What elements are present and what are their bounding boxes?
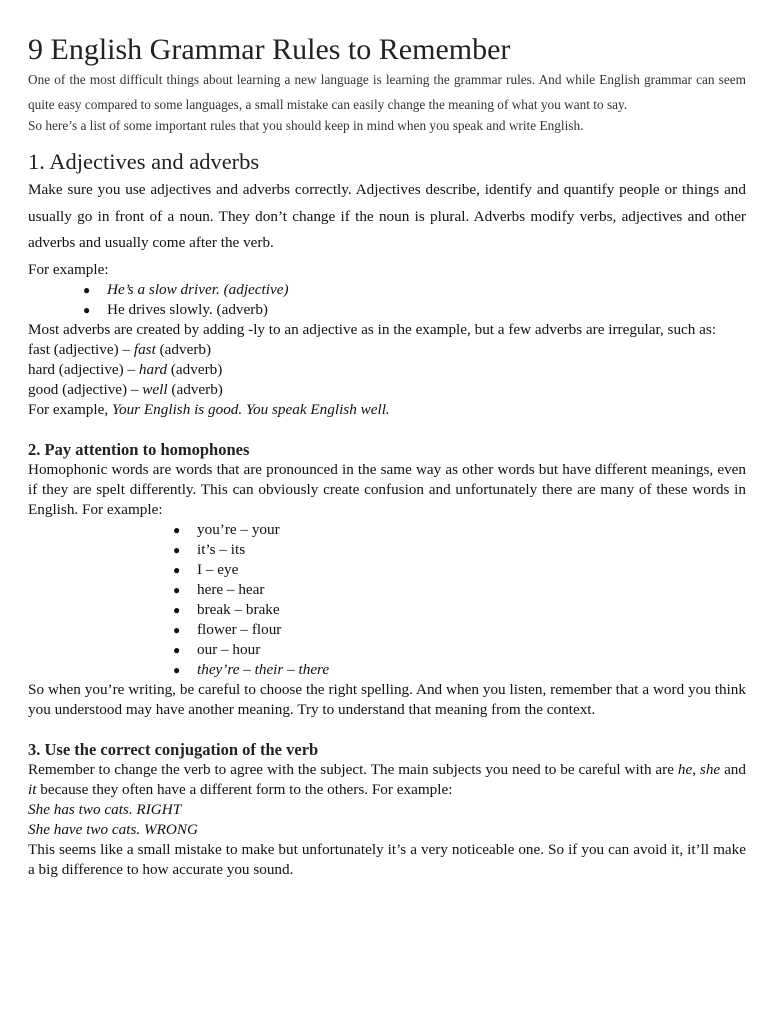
section2-paragraph-2: So when you’re writing, be careful to choose the right spelling. And when you listen, remember that a word you think you understood may have another meaning. Try to understand that meaning from the context. [28,680,746,718]
section1-bullet-list [28,280,746,320]
list-item: ● He’s a slow driver. (adjective) [107,280,746,300]
list-item: ● they’re – their – there [197,660,746,680]
list-item: ● our – hour [197,640,746,660]
section2-heading: 2. Pay attention to homophones [28,439,250,459]
irregular-row: hard (adjective) – hard (adverb) [28,360,223,378]
spacer [28,420,746,440]
homophone-list [28,520,746,680]
section1-example: For example, Your English is good. You speak English well. [28,400,390,418]
list-item: ● it’s – its [197,540,746,560]
list-item: ● here – hear [197,580,746,600]
list-item: ● I – eye [197,560,746,580]
list-item: ● flower – flour [197,620,746,640]
section3-paragraph-2: This seems like a small mistake to make but unfortunately it’s a very noticeable one. So if you can avoid it, it’ll make a big difference to how accurate you sound. [28,840,746,878]
section1-heading: 1. Adjectives and adverbs [28,149,260,174]
section3-paragraph: Remember to change the verb to agree with the subject. The main subjects you need to be careful with are he, she and it because they often have a different form to the others. For example: [28,760,746,798]
section1-paragraph: Make sure you use adjectives and adverbs correctly. Adjectives describe, identify and quantify people or things and usually go in front of a noun. They don’t change if the noun is plural. Adverbs modify verbs, adjectives and other adverbs and usually come after the verb. [28,181,746,251]
section1-for-example: For example: [28,260,109,278]
list-item: ● break – brake [197,600,746,620]
list-item: ● He drives slowly. (adverb) [107,300,746,320]
irregular-row: fast (adjective) – fast (adverb) [28,340,212,358]
section1-paragraph-2: Most adverbs are created by adding -ly to an adjective as in the example, but a few adverbs are irregular, such as: [28,320,717,338]
spacer [28,720,746,740]
example-wrong: She have two cats. WRONG [28,820,198,838]
irregular-row: good (adjective) – well (adverb) [28,380,223,398]
section3-heading: 3. Use the correct conjugation of the verb [28,739,319,759]
list-item: ● you’re – your [197,520,746,540]
intro-paragraph: One of the most difficult things about learning a new language is learning the grammar rules. And while English grammar can seem quite easy compared to some languages, a small mistake can easily change the meaning of what you want to say. [28,72,746,112]
page-title: 9 English Grammar Rules to Remember [28,33,511,66]
intro-paragraph-2: So here’s a list of some important rules that you should keep in mind when you speak and write English. [28,118,584,133]
section2-paragraph: Homophonic words are words that are pronounced in the same way as other words but have different meanings, even if they are spelt differently. This can obviously create confusion and unfortunately there are many of these words in English. For example: [28,460,746,518]
example-right: She has two cats. RIGHT [28,800,182,818]
